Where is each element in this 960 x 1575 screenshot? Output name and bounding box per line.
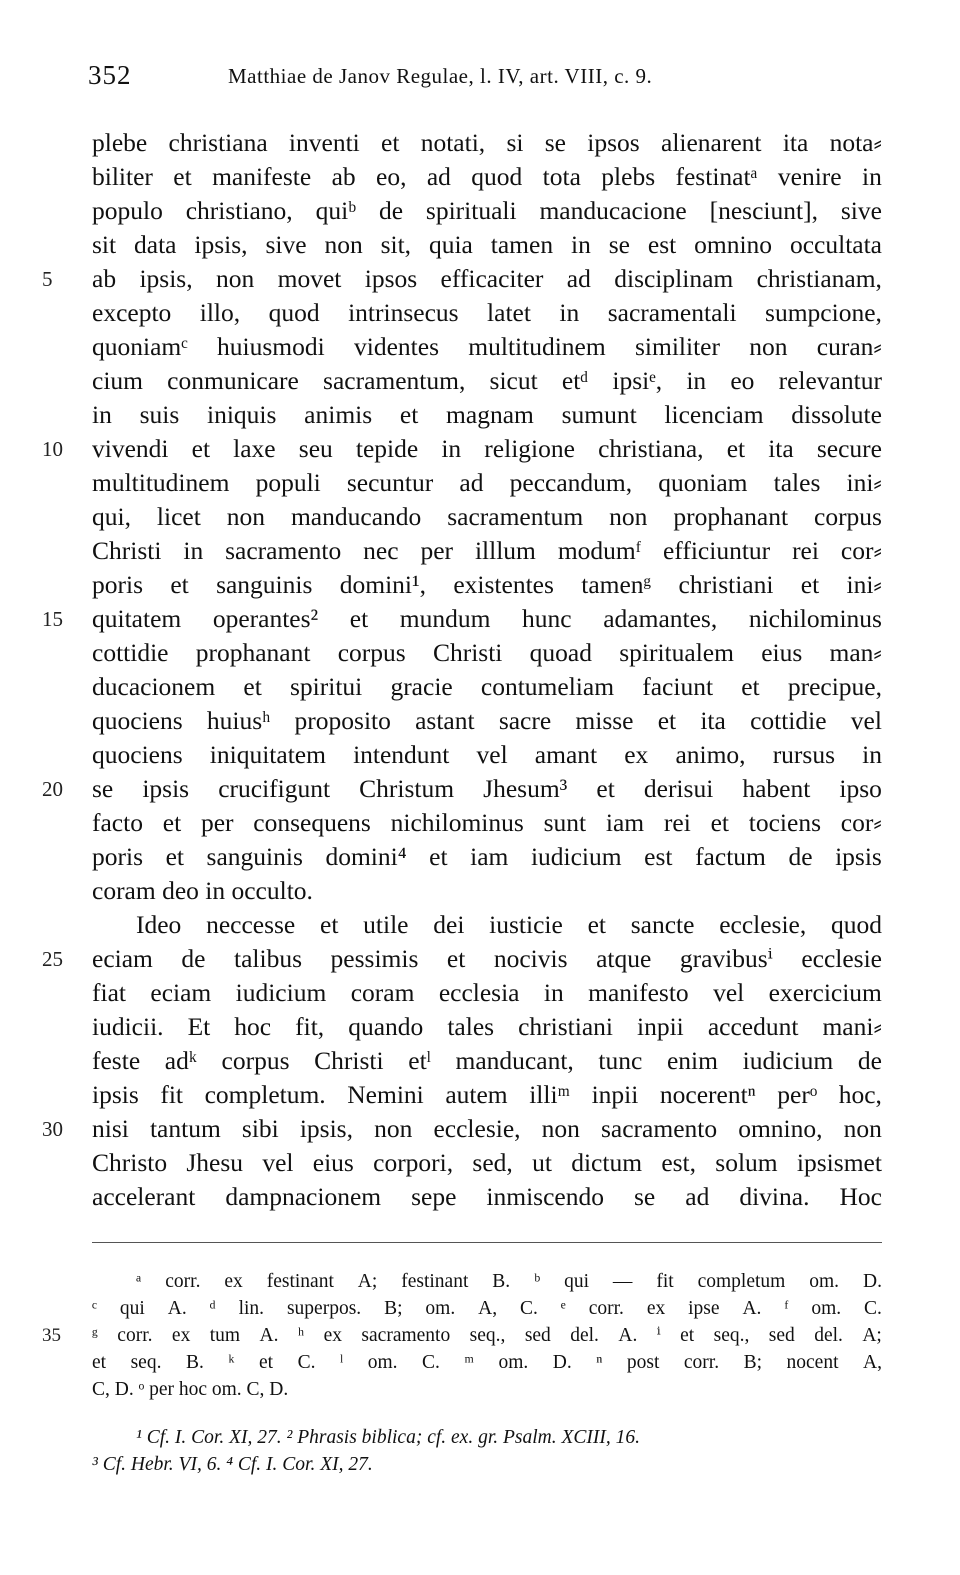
line-text: cottidie prophanant corpus Christi quoad spiritualem eius man⸗ [92, 638, 882, 667]
body-line [0, 432, 960, 466]
body-line [0, 126, 960, 160]
line-text: ᵃ corr. ex festinant A; festinant B. ᵇ qui — fit completum om. D. [136, 1271, 882, 1292]
line-text: quociens iniquitatem intendunt vel amant ex animo, rursus in [92, 740, 882, 769]
line-number: 15 [42, 607, 63, 631]
body-line [0, 772, 960, 806]
body-line [0, 704, 960, 738]
line-text: vivendi et laxe seu tepide in religione christiana, et ita secure [92, 434, 882, 463]
page-number: 352 [88, 60, 132, 90]
line-text: quitatem operantes² et mundum hunc adamantes, nichilominus [92, 604, 882, 633]
line-text: multitudinem populi secuntur ad peccandum, quoniam tales ini⸗ [92, 468, 882, 497]
line-text: quoniamᶜ huiusmodi videntes multitudinem similiter non curan⸗ [92, 332, 882, 361]
line-text: ᵍ corr. ex tum A. ʰ ex sacramento seq., sed del. A. ⁱ et seq., sed del. A; [92, 1325, 882, 1346]
footnote-rule [92, 1242, 882, 1243]
main-text [0, 126, 960, 1214]
line-text: Christi in sacramento nec per illlum modumᶠ efficiuntur rei cor⸗ [92, 536, 882, 565]
line-number: 30 [42, 1117, 63, 1141]
line-number: 25 [42, 947, 63, 971]
line-text: facto et per consequens nichilominus sunt iam rei et tociens cor⸗ [92, 808, 882, 837]
body-line [0, 1044, 960, 1078]
line-text: accelerant dampnacionem sepe inmiscendo se ad divina. Hoc [92, 1182, 882, 1211]
line-text: ¹ Cf. I. Cor. XI, 27. ² Phrasis biblica; cf. ex. gr. Psalm. XCIII, 16. [136, 1427, 641, 1448]
body-line [0, 534, 960, 568]
apparatus-line [0, 1295, 960, 1322]
body-line [0, 262, 960, 296]
body-line [0, 1010, 960, 1044]
body-line [0, 500, 960, 534]
line-text: Christo Jhesu vel eius corpori, sed, ut dictum est, solum ipsismet [92, 1148, 882, 1177]
running-head: Matthiae de Janov Regulae, l. IV, art. VIII, c. 9. [228, 64, 653, 88]
line-text: cium conmunicare sacramentum, sicut etᵈ ipsiᵉ, in eo relevantur [92, 366, 882, 395]
body-line [0, 908, 960, 942]
source-notes [0, 1424, 960, 1478]
line-text: eciam de talibus pessimis et nocivis atque gravibusⁱ ecclesie [92, 944, 882, 973]
body-line [0, 466, 960, 500]
body-line [0, 194, 960, 228]
line-text: ipsis fit completum. Nemini autem illiᵐ inpii nocerentⁿ perᵒ hoc, [92, 1080, 882, 1109]
body-line [0, 1078, 960, 1112]
body-line [0, 840, 960, 874]
body-line [0, 1180, 960, 1214]
apparatus-line [0, 1322, 960, 1349]
body-line [0, 160, 960, 194]
body-line [0, 1112, 960, 1146]
line-text: sit data ipsis, sive non sit, quia tamen in se est omnino occultata [92, 230, 882, 259]
page-header [0, 60, 960, 100]
body-line [0, 636, 960, 670]
line-text: poris et sanguinis domini¹, existentes tamenᵍ christiani et ini⸗ [92, 570, 882, 599]
source-line [0, 1451, 960, 1478]
body-line [0, 874, 960, 908]
line-text: iudicii. Et hoc fit, quando tales christiani inpii accedunt mani⸗ [92, 1012, 882, 1041]
body-line [0, 738, 960, 772]
line-text: biliter et manifeste ab eo, ad quod tota plebs festinatᵃ venire in [92, 162, 882, 191]
line-text: ab ipsis, non movet ipsos efficaciter ad disciplinam christianam, [92, 264, 882, 293]
body-line [0, 364, 960, 398]
critical-apparatus [0, 1268, 960, 1403]
line-number: 5 [42, 267, 53, 291]
body-line [0, 602, 960, 636]
line-text: excepto illo, quod intrinsecus latet in sacramentali sumpcione, [92, 298, 882, 327]
line-text: et seq. B. ᵏ et C. ˡ om. C. ᵐ om. D. ⁿ post corr. B; nocent A, [92, 1352, 882, 1373]
body-line [0, 296, 960, 330]
line-text: ducacionem et spiritui gracie contumeliam faciunt et precipue, [92, 672, 882, 701]
line-text: Ideo neccesse et utile dei iusticie et sancte ecclesie, quod [136, 910, 882, 939]
body-line [0, 1146, 960, 1180]
line-text: quociens huiusʰ proposito astant sacre misse et ita cottidie vel [92, 706, 882, 735]
line-text: nisi tantum sibi ipsis, non ecclesie, non sacramento omnino, non [92, 1114, 882, 1143]
body-line [0, 398, 960, 432]
line-text: coram deo in occulto. [92, 876, 313, 905]
body-line [0, 670, 960, 704]
source-line [0, 1424, 960, 1451]
line-number: 20 [42, 777, 63, 801]
body-line [0, 330, 960, 364]
line-text: ³ Cf. Hebr. VI, 6. ⁴ Cf. I. Cor. XI, 27. [92, 1454, 373, 1475]
body-line [0, 942, 960, 976]
line-text: in suis iniquis animis et magnam sumunt licenciam dissolute [92, 400, 882, 429]
apparatus-line [0, 1376, 960, 1403]
line-text: qui, licet non manducando sacramentum non prophanant corpus [92, 502, 882, 531]
line-number: 10 [42, 437, 63, 461]
line-text: populo christiano, quiᵇ de spirituali manducacione [nesciunt], sive [92, 196, 882, 225]
line-text: ᶜ qui A. ᵈ lin. superpos. B; om. A, C. ᵉ corr. ex ipse A. ᶠ om. C. [92, 1298, 882, 1319]
line-text: C, D. ᵒ per hoc om. C, D. [92, 1379, 289, 1400]
line-text: plebe christiana inventi et notati, si se ipsos alienarent ita nota⸗ [92, 128, 882, 157]
apparatus-line [0, 1349, 960, 1376]
line-text: fiat eciam iudicium coram ecclesia in manifesto vel exercicium [92, 978, 882, 1007]
apparatus-line [0, 1268, 960, 1295]
body-line [0, 976, 960, 1010]
body-line [0, 228, 960, 262]
line-text: poris et sanguinis domini⁴ et iam iudicium est factum de ipsis [92, 842, 882, 871]
line-number: 35 [42, 1325, 61, 1346]
body-line [0, 806, 960, 840]
line-text: se ipsis crucifigunt Christum Jhesum³ et derisui habent ipso [92, 774, 882, 803]
body-line [0, 568, 960, 602]
line-text: feste adᵏ corpus Christi etˡ manducant, tunc enim iudicium de [92, 1046, 882, 1075]
